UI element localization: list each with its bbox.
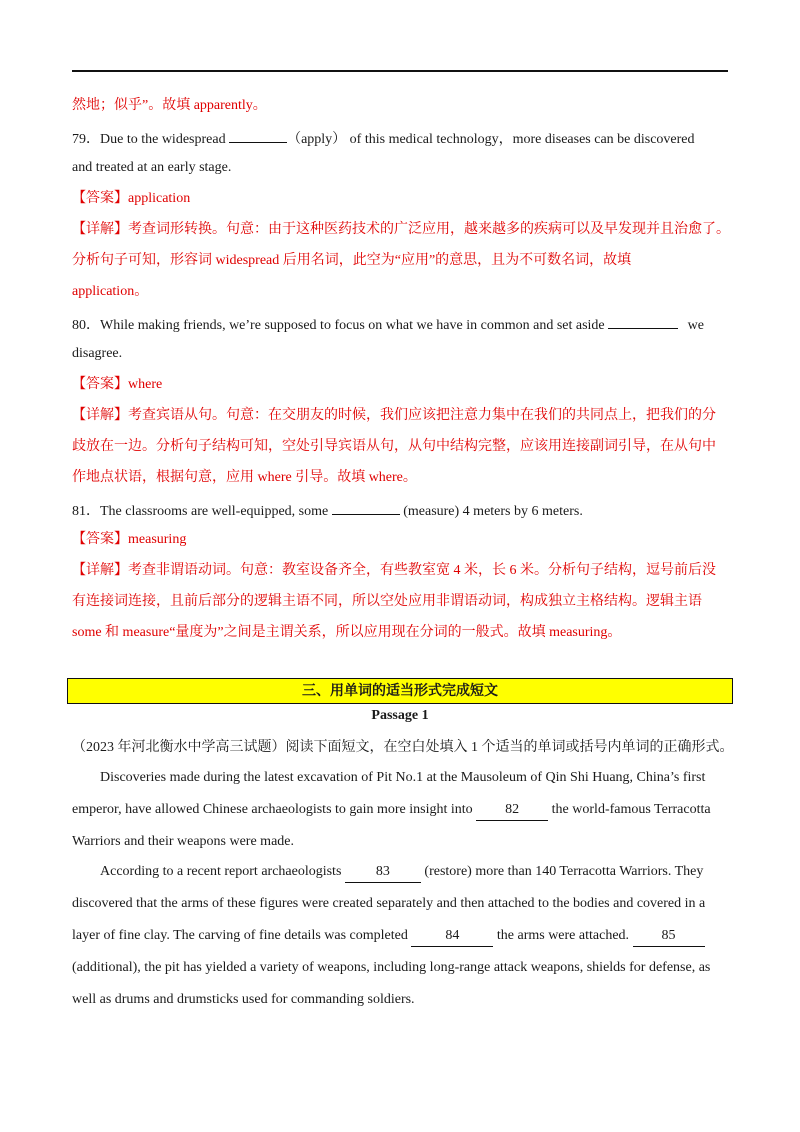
explanation-81-line3: some 和 measure“量度为”之间是主谓关系，所以应用现在分词的一般式。故填 measuring。 <box>72 625 622 640</box>
header-rule <box>72 70 728 72</box>
section-heading: 三、用单词的适当形式完成短文 <box>67 678 733 704</box>
blank-82[interactable]: 82 <box>476 800 548 821</box>
passage-p2-line3: layer of fine clay. The carving of fine details was completed 84 the arms were attached. 85 <box>72 926 705 947</box>
explanation-80-line3: 作地点状语，根据句意，应用 where 引导。故填 where。 <box>72 470 417 485</box>
passage-p1-line3: Warriors and their weapons were made. <box>72 834 295 849</box>
explanation-80-line2: 歧放在一边。分析句子结构可知，空处引导宾语从句，从句中结构完整，应该用连接副词引导，在从句中 <box>72 439 716 454</box>
passage-title: Passage 1 <box>371 708 429 723</box>
question-81: 81．The classrooms are well-equipped, some (measure) 4 meters by 6 meters. <box>72 499 583 522</box>
answer-81: 【答案】measuring <box>72 532 187 547</box>
explanation-79-line3: application。 <box>72 284 149 299</box>
question-79-line1: 79．Due to the widespread （apply） of this medical technology，more diseases can be discovered <box>72 127 695 150</box>
answer-79: 【答案】application <box>72 191 191 206</box>
blank-85[interactable]: 85 <box>633 926 705 947</box>
passage-p2-line1: According to a recent report archaeologists 83 (restore) more than 140 Terracotta Warriors. They <box>100 862 703 883</box>
explanation-79-line2: 分析句子可知，形容词 widespread 后用名词，此空为“应用”的意思，且为不可数名词，故填 <box>72 253 632 268</box>
passage-p1-line2: emperor, have allowed Chinese archaeologists to gain more insight into 82 the world-famous Terracotta <box>72 800 711 821</box>
blank-84[interactable]: 84 <box>411 926 493 947</box>
passage-instruction: （2023 年河北衡水中学高三试题）阅读下面短文，在空白处填入 1 个适当的单词或括号内单词的正确形式。 <box>72 740 734 755</box>
blank-83[interactable]: 83 <box>345 862 421 883</box>
question-80-line2: disagree. <box>72 346 123 361</box>
answer-blank-81[interactable] <box>332 499 400 515</box>
passage-p1-line1: Discoveries made during the latest excavation of Pit No.1 at the Mausoleum of Qin Shi Huang, China’s first <box>100 770 706 785</box>
answer-blank-80[interactable] <box>608 313 678 329</box>
explanation-79-line1: 【详解】考查词形转换。句意：由于这种医药技术的广泛应用，越来越多的疾病可以及早发现并且治愈了。 <box>72 222 730 237</box>
question-80-line1: 80．While making friends, we’re supposed to focus on what we have in common and set aside we <box>72 313 704 336</box>
passage-p2-line2: discovered that the arms of these figures were created separately and then attached to the bodies and covered in a <box>72 896 706 911</box>
passage-p2-line4: (additional), the pit has yielded a variety of weapons, including long-range attack weapons, shields for defense, as <box>72 960 711 975</box>
explanation-81-line1: 【详解】考查非谓语动词。句意：教室设备齐全，有些教室宽 4 米，长 6 米。分析句子结构，逗号前后没 <box>72 563 716 578</box>
passage-p2-line5: well as drums and drumsticks used for commanding soldiers. <box>72 992 415 1007</box>
explanation-81-line2: 有连接词连接，且前后部分的逻辑主语不同，所以空处应用非谓语动词，构成独立主格结构。逻辑主语 <box>72 594 702 609</box>
answer-80: 【答案】where <box>72 377 163 392</box>
explanation-80-line1: 【详解】考查宾语从句。句意：在交朋友的时候，我们应该把注意力集中在我们的共同点上，把我们的分 <box>72 408 716 423</box>
question-79-line2: and treated at an early stage. <box>72 160 232 175</box>
prev-explanation-end: 然地；似乎”。故填 apparently。 <box>72 98 267 113</box>
answer-blank-79[interactable] <box>229 127 287 143</box>
